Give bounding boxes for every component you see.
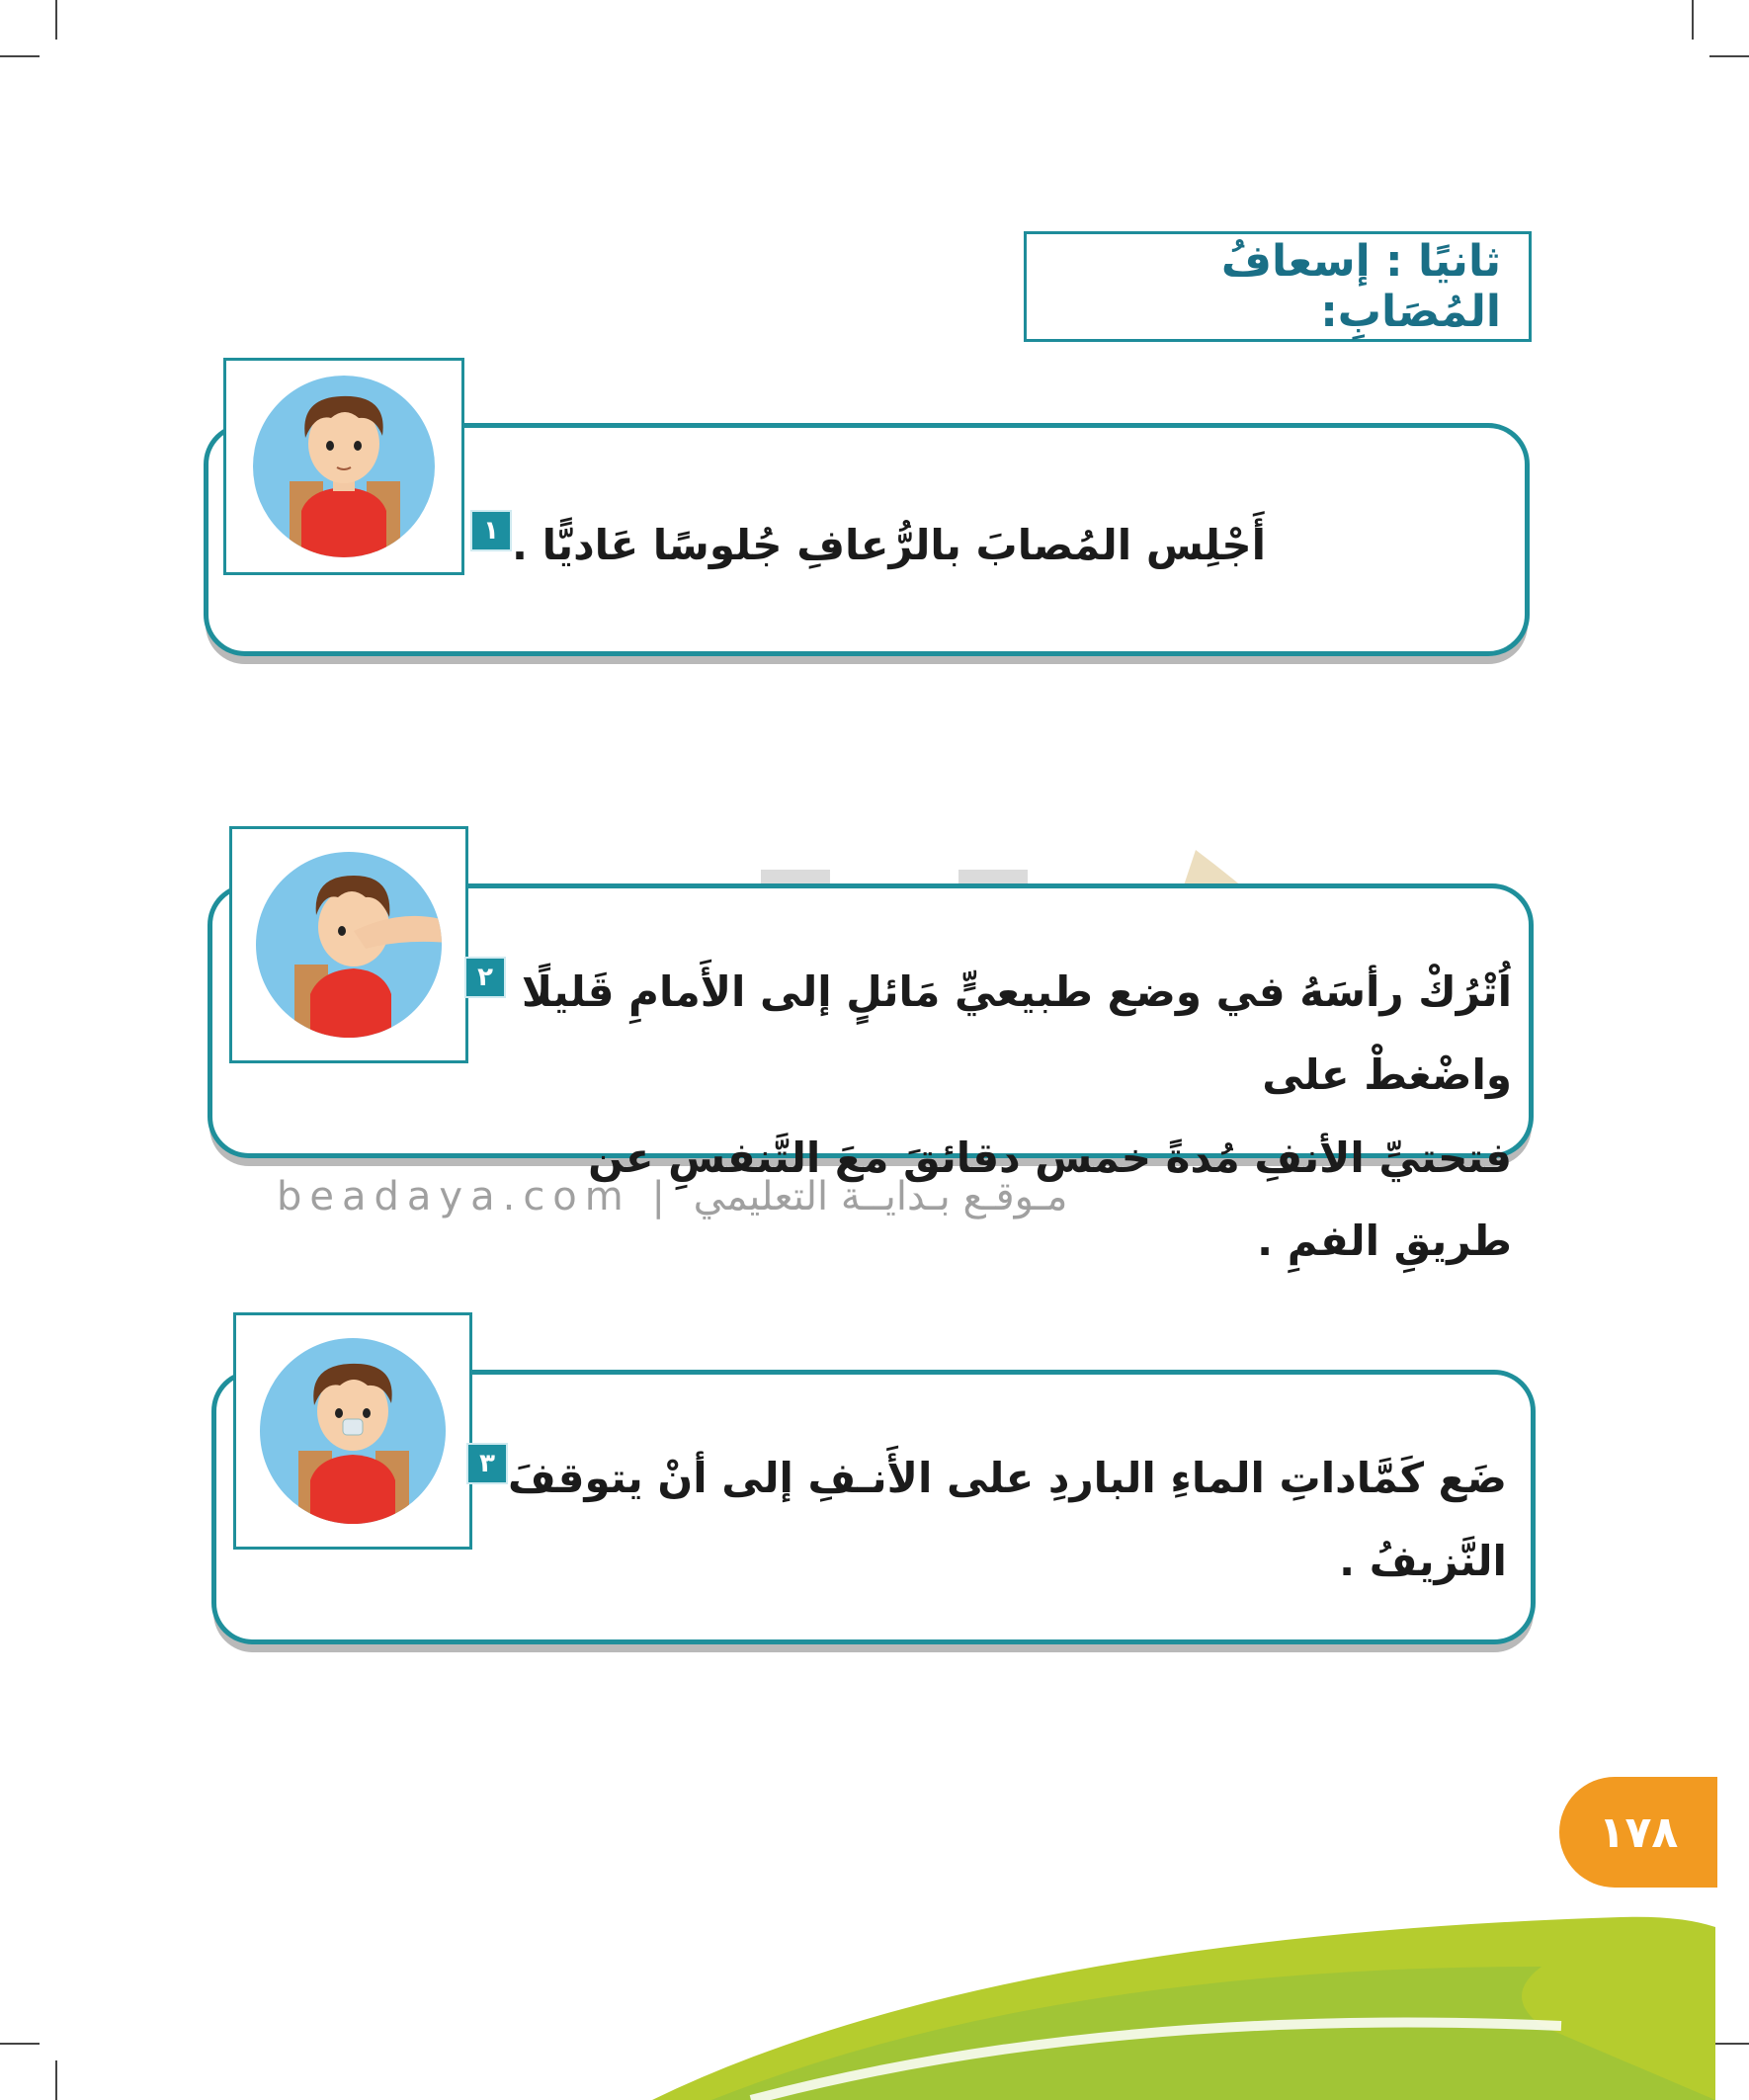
step-number: ١ <box>470 510 512 551</box>
page-number: ١٧٨ <box>1598 1806 1679 1858</box>
step-text-line-2: النَّزيفُ . <box>1339 1537 1507 1585</box>
step-text-line-1: ضَع كَمَّاداتِ الماءِ الباردِ على الأَنـفِ إلى أنْ يتوقفَ <box>508 1454 1507 1502</box>
step-number: ٢ <box>464 957 506 998</box>
step-number: ٣ <box>466 1443 508 1484</box>
decorative-wave <box>0 1897 1749 2100</box>
step-1 <box>451 504 1508 587</box>
watermark-caption-arabic: مـوقـع بـدايــة التعليمي <box>693 1174 1068 1219</box>
step-2 <box>445 951 1512 1283</box>
page-number-tab <box>1559 1777 1717 1888</box>
step-photo-frame-2 <box>229 826 468 1063</box>
step-text: أَجْلِس المُصابَ بالرُّعافِ جُلوسًا عَاديًّا . <box>512 521 1266 569</box>
crop-mark <box>1692 0 1694 40</box>
section-heading: ثانيًا : إسعافُ المُصَابِ: <box>1220 236 1501 337</box>
step-text-line-2: فتحتيِّ الأنفِ مُدةً خمس دقائقَ معَ التَّنفسِ عن طريقِ الفمِ . <box>588 1134 1512 1265</box>
step-photo-frame-1 <box>223 358 464 575</box>
watermark-caption-latin: beadaya.com <box>277 1174 631 1219</box>
watermark-caption-separator: | <box>651 1174 673 1219</box>
section-heading-box <box>1024 231 1532 342</box>
crop-mark <box>1709 55 1749 57</box>
step-photo-frame-3 <box>233 1312 472 1550</box>
step-text-line-1: اُتْرُكْ رأسَهُ في وضع طبيعيٍّ مَائلٍ إلى الأَمامِ قَليلًا واضْغطْ على <box>521 967 1512 1099</box>
crop-mark <box>55 0 57 40</box>
watermark-caption <box>277 1174 1067 1219</box>
boy-cold-compress-illustration <box>259 1332 447 1530</box>
boy-pinching-nose-illustration <box>255 846 443 1044</box>
step-3 <box>447 1437 1514 1603</box>
boy-sitting-illustration <box>250 373 438 560</box>
crop-mark <box>0 55 40 57</box>
